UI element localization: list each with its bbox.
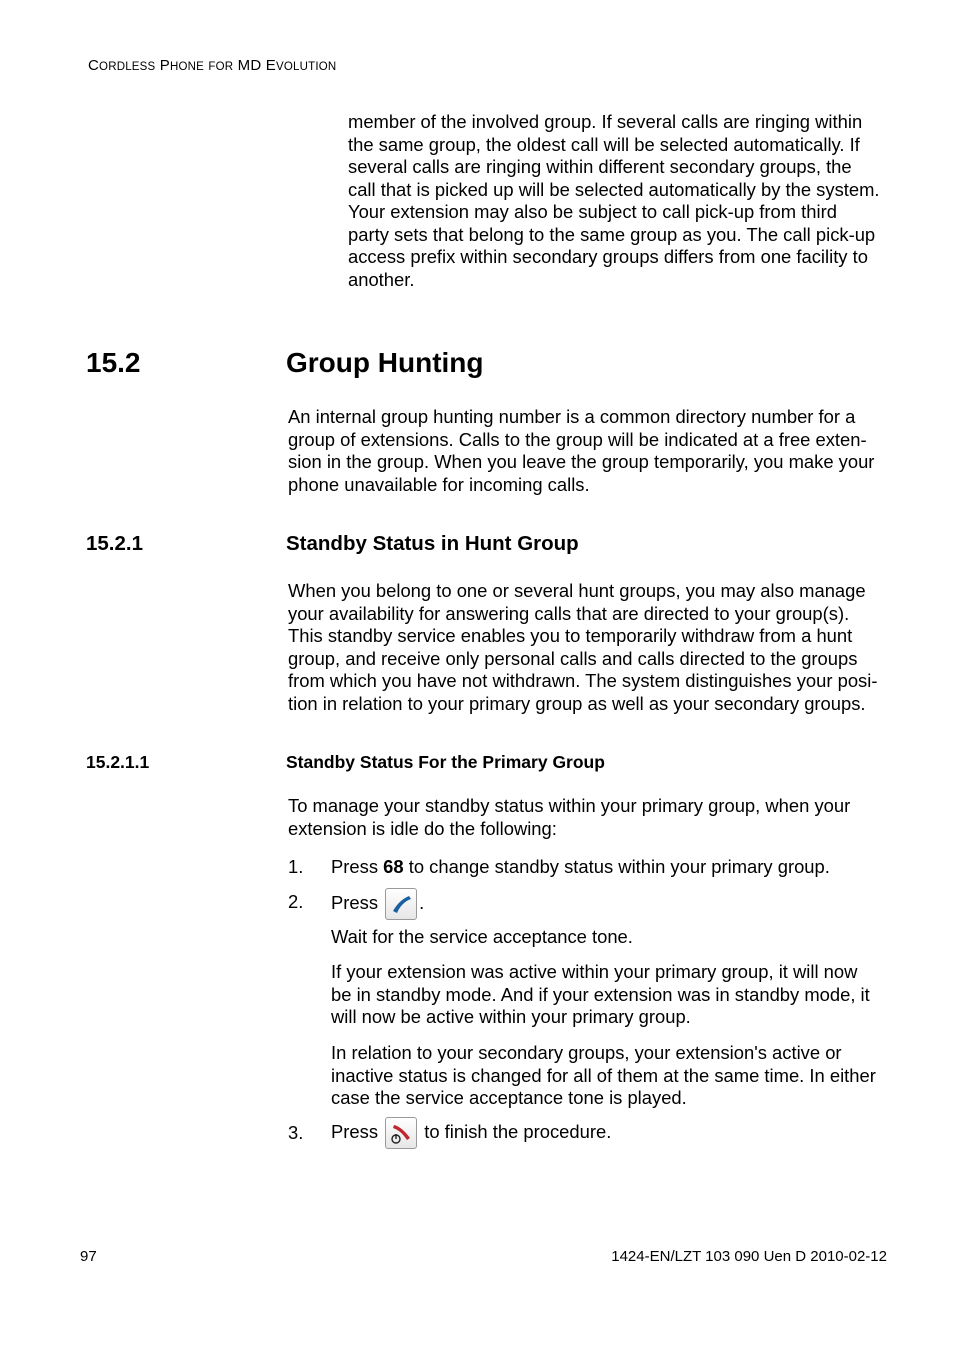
text-line: To manage your standby status within your primary group, when your: [288, 795, 851, 816]
running-header-text: VOLUTION: [276, 61, 337, 73]
text-line: several calls are ringing within different secondary groups, the: [348, 156, 852, 177]
step-2-note-2: [331, 961, 870, 1029]
section-title: Group Hunting: [286, 347, 484, 378]
step-2-note-1: Wait for the service acceptance tone.: [331, 926, 633, 947]
step-text: Press: [331, 892, 384, 913]
subsubsection-number: 15.2.1.1: [86, 752, 150, 772]
subsection-title: Standby Status in Hunt Group: [286, 532, 579, 555]
text-line: This standby service enables you to temporarily withdraw from a hunt: [288, 625, 853, 646]
running-header-text: P: [159, 57, 171, 74]
text-line: case the service acceptance tone is played.: [331, 1087, 687, 1108]
running-header-text: HONE: [170, 61, 205, 73]
subsubsection-paragraph: [288, 795, 850, 840]
step-1-text: [331, 856, 830, 879]
text-line: extension is idle do the following:: [288, 817, 557, 839]
text-line: sion in the group. When you leave the group temporarily, you make your: [288, 451, 875, 472]
step-text: Press: [331, 1121, 384, 1142]
on-hook-key-icon: [385, 1117, 417, 1149]
subsubsection-title: Standby Status For the Primary Group: [286, 752, 605, 772]
page-number: 97: [80, 1248, 97, 1265]
text-line: another.: [348, 268, 415, 290]
step-2-text: [331, 887, 424, 920]
step-2-note-3: [331, 1042, 876, 1110]
document-reference: 1424-EN/LZT 103 090 Uen D 2010-02-12: [611, 1248, 887, 1265]
step-2-number: 2.: [288, 891, 304, 912]
text-line: group, and receive only personal calls and calls directed to the groups: [288, 647, 858, 669]
text-line: In relation to your secondary groups, your extension's active or: [331, 1042, 842, 1063]
text-line: When you belong to one or several hunt groups, you may also manage: [288, 580, 866, 601]
text-line: party sets that belong to the same group as you. The call pick-up: [348, 223, 876, 245]
text-line: tion in relation to your primary group as well as your secondary groups.: [288, 692, 866, 714]
section-number: 15.2: [86, 347, 141, 378]
text-line: If your extension was active within your primary group, it will now: [331, 961, 858, 982]
text-line: inactive status is changed for all of them at the same time. In either: [331, 1064, 876, 1086]
step-text: Press: [331, 856, 384, 877]
text-line: be in standby mode. And if your extension was in standby mode, it: [331, 983, 870, 1005]
text-line: access prefix within secondary groups differs from one facility to: [348, 246, 868, 267]
subsection-paragraph: [288, 580, 877, 715]
running-header-text: E: [265, 57, 276, 74]
section-paragraph: [288, 406, 874, 496]
step-3-number: 3.: [288, 1122, 304, 1143]
running-header-text: FOR: [208, 61, 234, 73]
text-line: Your extension may also be subject to call pick-up from third: [348, 201, 837, 222]
text-line: group of extensions. Calls to the group will be indicated at a free exten-: [288, 428, 867, 450]
text-line: will now be active within your primary group.: [331, 1006, 691, 1027]
step-text: to change standby status within your primary group.: [403, 856, 830, 877]
text-line: phone unavailable for incoming calls.: [288, 473, 590, 495]
text-line: member of the involved group. If several calls are ringing within: [348, 111, 863, 132]
intro-paragraph: [348, 111, 880, 291]
step-text: .: [419, 892, 425, 913]
text-line: from which you have not withdrawn. The system distinguishes your posi-: [288, 670, 878, 691]
step-3-text: [331, 1116, 611, 1149]
text-line: An internal group hunting number is a common directory number for a: [288, 406, 856, 427]
running-header-text: C: [88, 57, 100, 74]
running-header-text: MD: [237, 57, 262, 74]
subsection-number: 15.2.1: [86, 532, 143, 555]
step-text: to finish the procedure.: [419, 1121, 612, 1142]
text-line: your availability for answering calls that are directed to your group(s).: [288, 602, 850, 624]
text-line: call that is picked up will be selected automatically by the system.: [348, 178, 880, 200]
text-line: the same group, the oldest call will be selected automatically. If: [348, 133, 860, 155]
running-header: [88, 57, 336, 74]
running-header-text: ORDLESS: [99, 61, 156, 73]
step-1-number: 1.: [288, 856, 304, 877]
off-hook-key-icon: [385, 888, 417, 920]
feature-code: 68: [383, 856, 404, 877]
